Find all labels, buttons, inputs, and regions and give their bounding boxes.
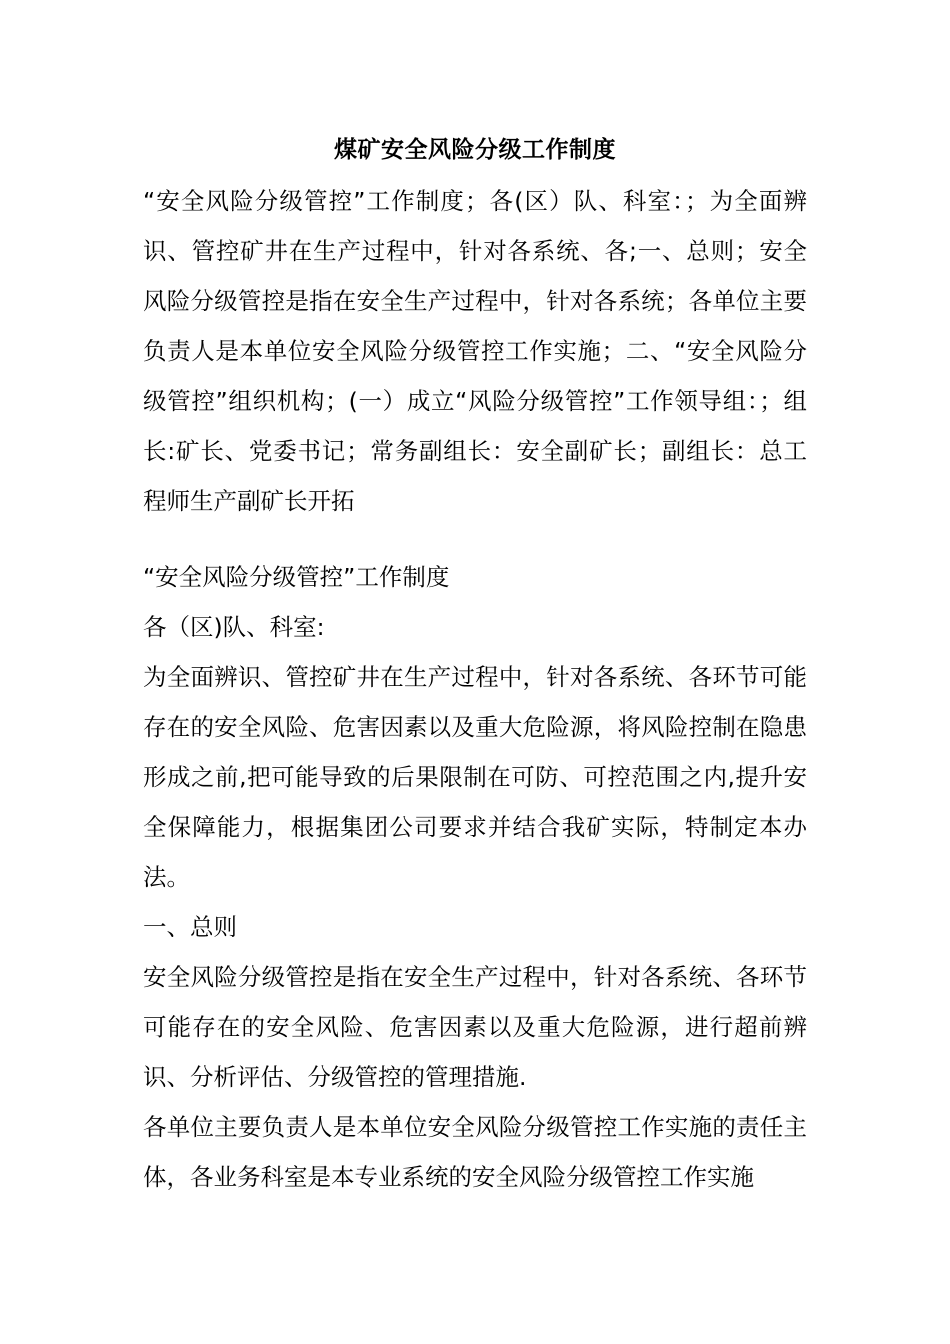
body-paragraph-responsibility: 各单位主要负责人是本单位安全风险分级管控工作实施的责任主体，各业务科室是本专业系统的安全风险分级管控工作实施 [143, 1113, 807, 1191]
document-title: 煤矿安全风险分级工作制度 [334, 137, 616, 163]
body-paragraph-intro: 为全面辨识、管控矿井在生产过程中，针对各系统、各环节可能存在的安全风险、危害因素以及重大危险源，将风险控制在隐患形成之前,把可能导致的后果限制在可防、可控范围之内,提升安全保障能力，根据集团公司要求并结合我矿实际，特制定本办法。 [143, 663, 807, 891]
section-gap [143, 526, 807, 552]
summary-paragraph: “安全风险分级管控”工作制度；各(区）队、科室：；为全面辨识、管控矿井在生产过程中，针对各系统、各;一、总则；安全风险分级管控是指在安全生产过程中，针对各系统；各单位主要负责人是本单位安全风险分级管控工作实施；二、“安全风险分级管控”组织机构；(一）成立“风险分级管控”工作领导组：；组长:矿长、党委书记；常务副组长：安全副矿长；副组长：总工程师生产副矿长开拓 [143, 187, 807, 515]
addressee-line: 各（区)队、科室: [143, 613, 325, 641]
document-page [143, 128, 807, 1202]
body-heading: “安全风险分级管控”工作制度 [143, 563, 450, 591]
section-heading-general: 一、总则 [143, 913, 237, 941]
body-paragraph-definition: 安全风险分级管控是指在安全生产过程中，针对各系统、各环节可能存在的安全风险、危害因素以及重大危险源，进行超前辨识、分析评估、分级管控的管理措施. [143, 963, 807, 1091]
